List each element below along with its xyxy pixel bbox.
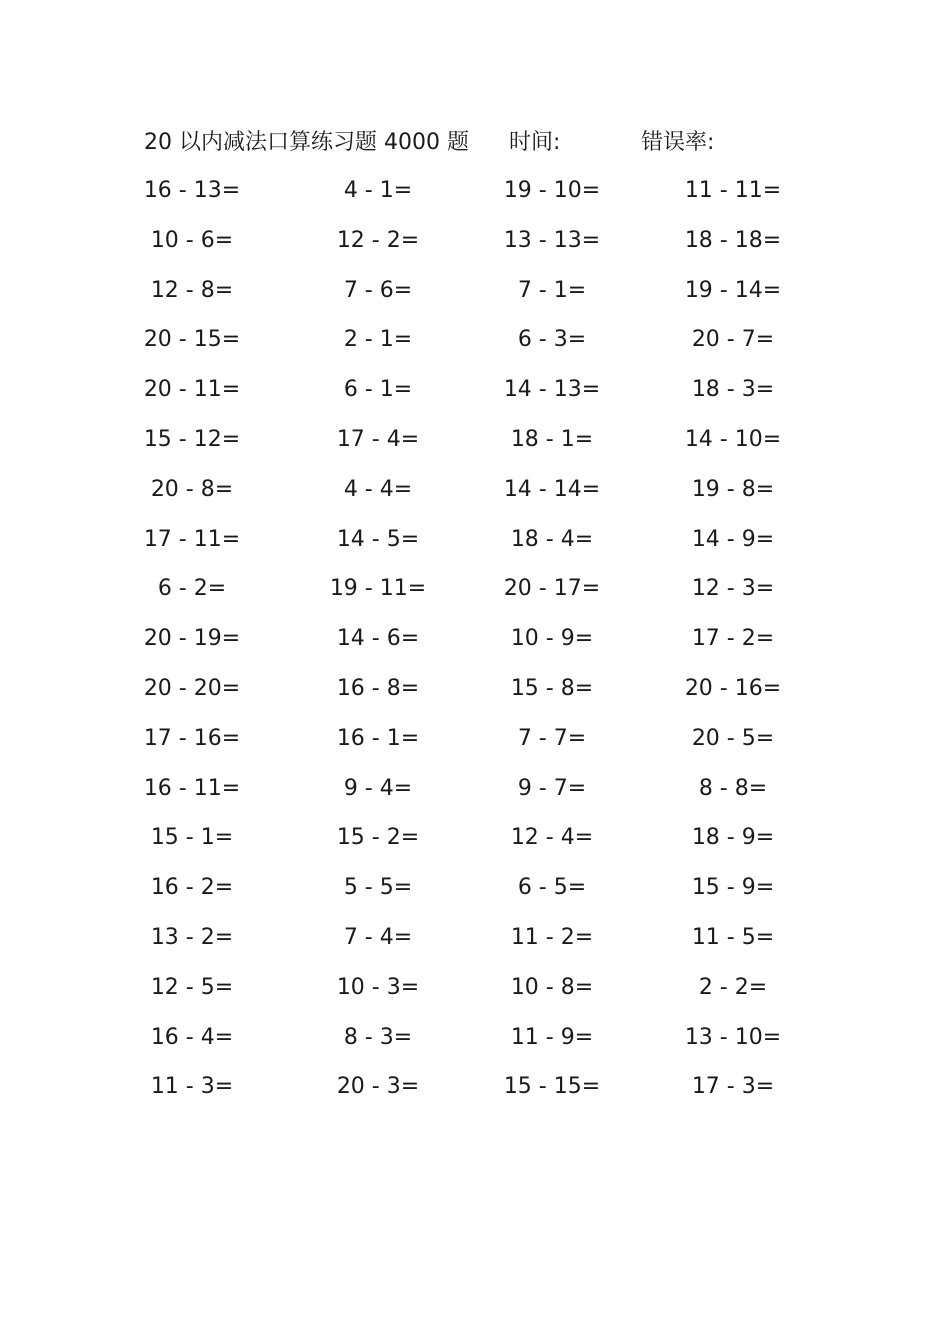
problem-item: 14 - 13= [503,377,601,403]
problem-row [0,365,950,415]
problem-item: 16 - 2= [150,875,234,901]
problem-item: 6 - 3= [517,327,587,353]
problem-row [0,1062,950,1112]
problem-item: 19 - 10= [503,178,601,203]
problem-item: 20 - 16= [684,675,782,701]
problem-item: 9 - 7= [517,775,587,801]
error-rate-label: 错误率: [641,130,715,155]
problem-grid [0,166,950,1112]
problem-item: 15 - 8= [510,675,594,701]
problem-item: 16 - 1= [336,725,420,751]
problem-item: 7 - 4= [343,924,413,950]
problem-row [0,1013,950,1063]
problem-item: 13 - 10= [684,1024,782,1050]
problem-item: 10 - 6= [150,227,234,253]
problem-item: 10 - 3= [336,974,420,1000]
problem-row [0,564,950,614]
problem-item: 20 - 3= [336,1074,420,1100]
problem-row [0,216,950,266]
problem-item: 18 - 4= [510,526,594,552]
worksheet-header [144,126,844,160]
problem-item: 20 - 8= [150,476,234,502]
problem-item: 16 - 4= [150,1024,234,1050]
problem-item: 2 - 1= [343,327,413,353]
problem-item: 16 - 11= [143,775,241,801]
problem-item: 17 - 4= [336,426,420,452]
problem-item: 11 - 5= [691,924,775,950]
problem-item: 7 - 1= [517,277,587,303]
problem-item: 8 - 3= [343,1024,413,1050]
problem-item: 10 - 8= [510,974,594,1000]
problem-row [0,415,950,465]
problem-item: 15 - 15= [503,1074,601,1100]
problem-row [0,764,950,814]
problem-item: 17 - 2= [691,626,775,652]
problem-row [0,465,950,515]
problem-item: 4 - 1= [343,178,413,203]
worksheet-title: 20 以内减法口算练习题 4000 题 [144,130,469,155]
problem-item: 15 - 1= [150,825,234,851]
problem-row [0,813,950,863]
problem-item: 20 - 11= [143,377,241,403]
problem-item: 20 - 7= [691,327,775,353]
problem-item: 20 - 20= [143,675,241,701]
problem-item: 12 - 4= [510,825,594,851]
problem-item: 20 - 5= [691,725,775,751]
problem-item: 20 - 19= [143,626,241,652]
problem-item: 12 - 3= [691,576,775,602]
problem-item: 19 - 8= [691,476,775,502]
problem-item: 15 - 2= [336,825,420,851]
problem-item: 12 - 8= [150,277,234,303]
problem-item: 11 - 2= [510,924,594,950]
problem-item: 12 - 2= [336,227,420,253]
problem-item: 6 - 5= [517,875,587,901]
problem-item: 15 - 12= [143,426,241,452]
problem-item: 6 - 1= [343,377,413,403]
problem-item: 20 - 15= [143,327,241,353]
problem-item: 18 - 3= [691,377,775,403]
problem-item: 11 - 9= [510,1024,594,1050]
problem-item: 14 - 14= [503,476,601,502]
problem-item: 14 - 10= [684,426,782,452]
problem-item: 7 - 6= [343,277,413,303]
problem-row [0,963,950,1013]
problem-item: 18 - 9= [691,825,775,851]
problem-row [0,664,950,714]
problem-item: 13 - 2= [150,924,234,950]
problem-row [0,714,950,764]
problem-item: 19 - 11= [329,576,427,602]
problem-row [0,863,950,913]
problem-item: 17 - 16= [143,725,241,751]
problem-row [0,166,950,216]
problem-item: 16 - 8= [336,675,420,701]
problem-item: 6 - 2= [157,576,227,602]
problem-item: 19 - 14= [684,277,782,303]
problem-item: 5 - 5= [343,875,413,901]
problem-item: 20 - 17= [503,576,601,602]
problem-item: 7 - 7= [517,725,587,751]
problem-row [0,614,950,664]
problem-row [0,266,950,316]
problem-item: 16 - 13= [143,178,241,203]
problem-item: 12 - 5= [150,974,234,1000]
problem-item: 11 - 3= [150,1074,234,1100]
problem-item: 14 - 9= [691,526,775,552]
problem-item: 2 - 2= [698,974,768,1000]
time-label: 时间: [509,130,561,155]
problem-item: 10 - 9= [510,626,594,652]
problem-row [0,315,950,365]
problem-item: 13 - 13= [503,227,601,253]
problem-item: 17 - 11= [143,526,241,552]
problem-item: 8 - 8= [698,775,768,801]
problem-item: 14 - 6= [336,626,420,652]
problem-item: 11 - 11= [684,178,782,203]
problem-item: 14 - 5= [336,526,420,552]
problem-item: 18 - 18= [684,227,782,253]
problem-item: 9 - 4= [343,775,413,801]
problem-item: 17 - 3= [691,1074,775,1100]
problem-row [0,913,950,963]
problem-item: 15 - 9= [691,875,775,901]
problem-row [0,515,950,565]
problem-item: 18 - 1= [510,426,594,452]
problem-item: 4 - 4= [343,476,413,502]
